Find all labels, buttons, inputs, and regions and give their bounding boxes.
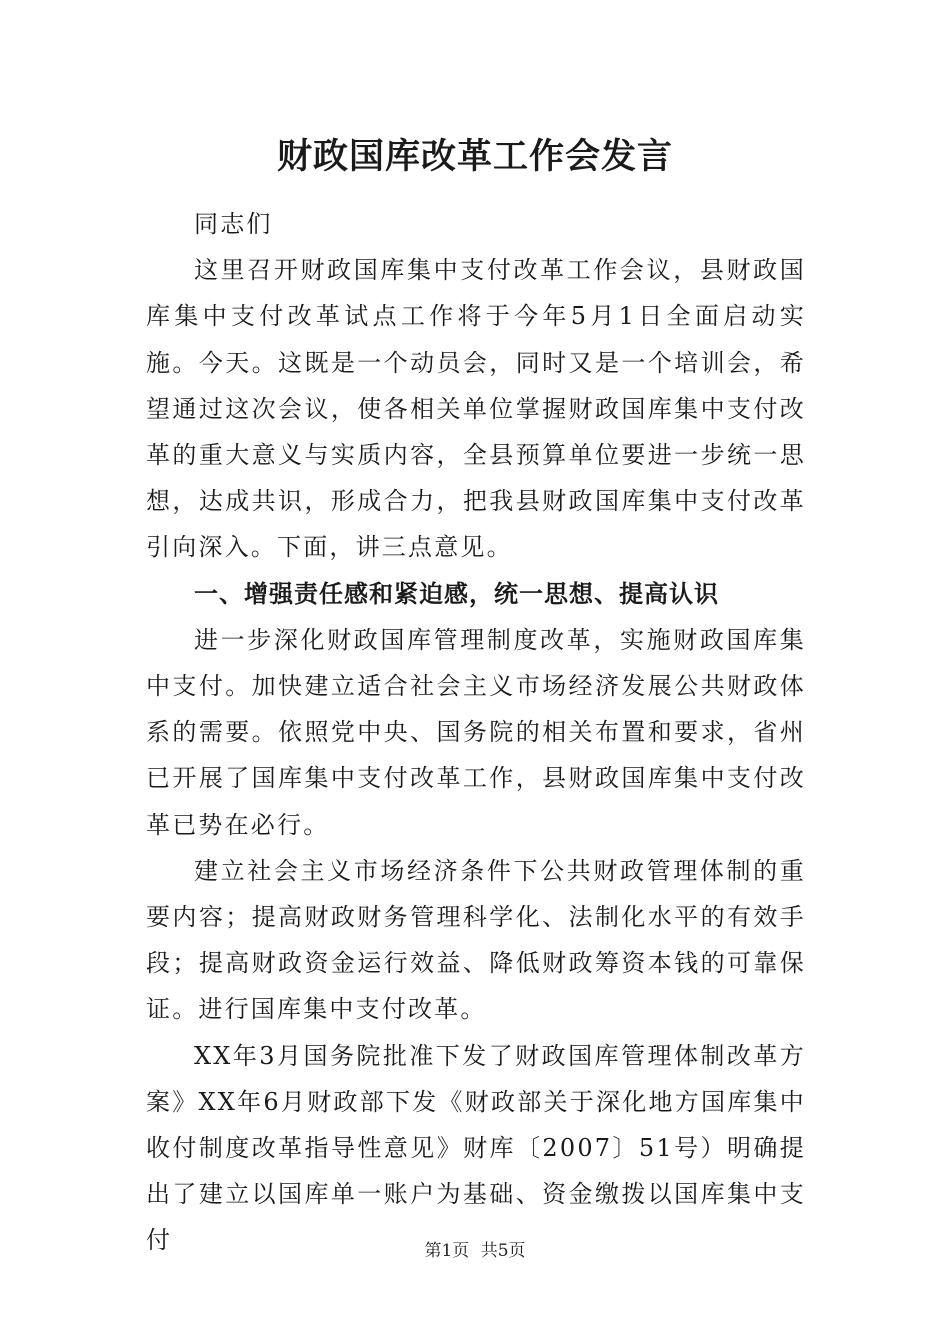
- section-heading-1: 一、增强责任感和紧迫感，统一思想、提高认识: [194, 579, 719, 608]
- paragraph-reform-importance: 建立社会主义市场经济条件下公共财政管理体制的重要内容；提高财政财务管理科学化、法制化水平的有效手段；提高财政资金运行效益、降低财政筹资本钱的可靠保证。进行国库集中支付改革。: [146, 856, 806, 1024]
- page-total: 共5页: [480, 1241, 526, 1261]
- paragraph-policy-background: XX年3月国务院批准下发了财政国库管理体制改革方案》XX年6月财政部下发《财政部关于深化地方国库集中收付制度改革指导性意见》财库〔2007〕51号）明确提出了建立以国库单一账户为基础、资金缴拨以国库集中支付: [146, 1041, 806, 1255]
- page-footer: [0, 1240, 950, 1262]
- document-title: 财政国库改革工作会发言: [276, 136, 673, 177]
- paragraph-intro: 这里召开财政国库集中支付改革工作会议，县财政国库集中支付改革试点工作将于今年5月1日全面启动实施。今天。这既是一个动员会，同时又是一个培训会，希望通过这次会议，使各相关单位掌握财政国库集中支付改革的重大意义与实质内容，全县预算单位要进一步统一思想，达成共识，形成合力，把我县财政国库集中支付改革引向深入。下面，讲三点意见。: [146, 256, 806, 562]
- document-body: [146, 201, 806, 1264]
- salutation: 同志们: [194, 210, 273, 238]
- page-number: 第1页: [424, 1241, 470, 1261]
- paragraph-reform-necessity: 进一步深化财政国库管理制度改革，实施财政国库集中支付。加快建立适合社会主义市场经济发展公共财政体系的需要。依照党中央、国务院的相关布置和要求，省州已开展了国库集中支付改革工作，县财政国库集中支付改革已势在必行。: [146, 625, 806, 839]
